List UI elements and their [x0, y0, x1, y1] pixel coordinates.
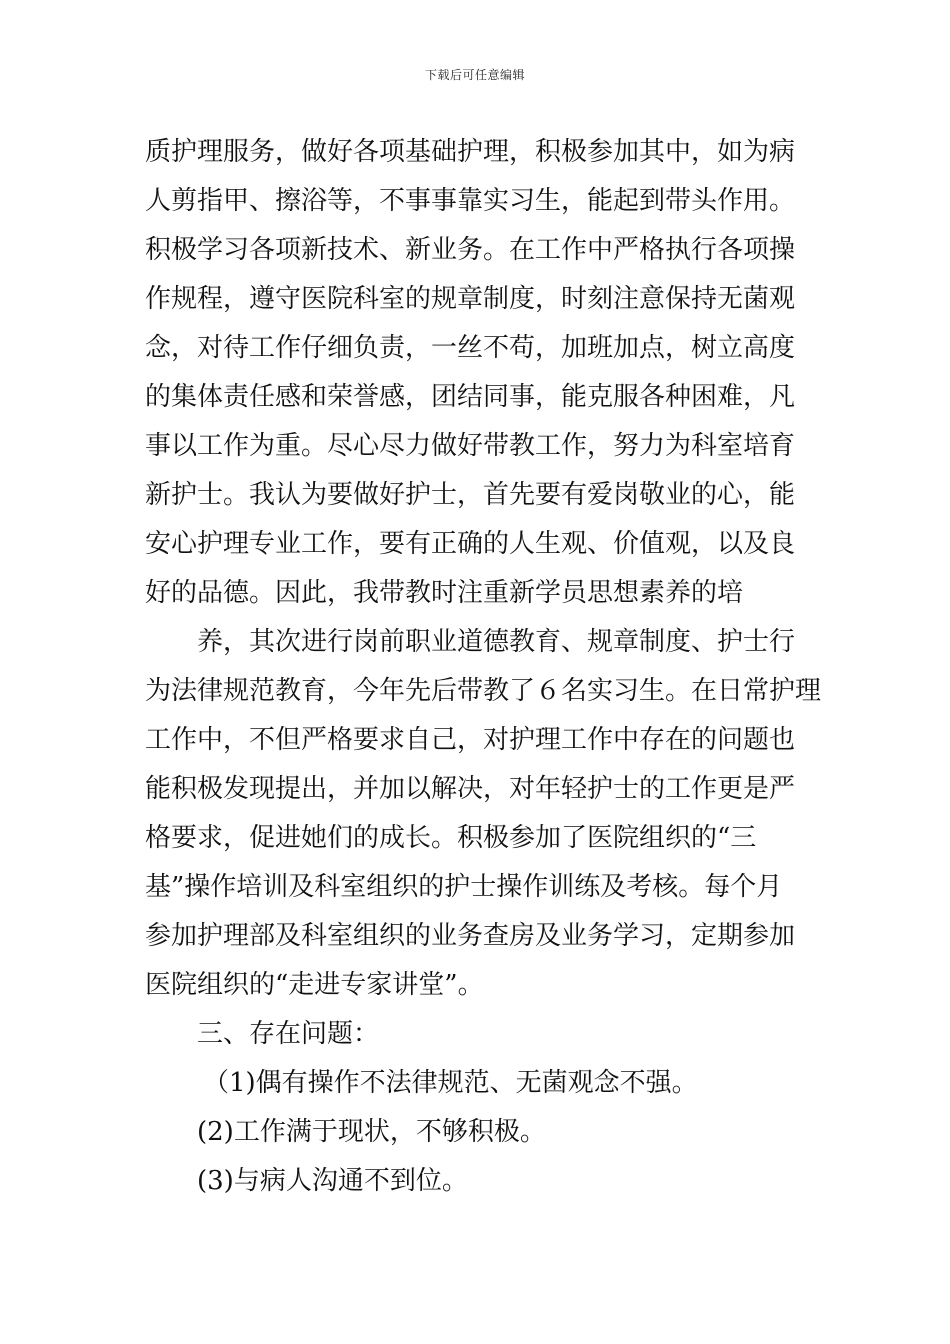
text-line: 工作中，不但严格要求自己，对护理工作中存在的问题也 [145, 725, 796, 755]
text-line: 基”操作培训及科室组织的护士操作训练及考核。每个月 [145, 872, 783, 902]
text-line: 为法律规范教育，今年先后带教了６名实习生。在日常护理 [145, 676, 822, 706]
text-line: 参加护理部及科室组织的业务查房及业务学习，定期参加 [145, 921, 796, 951]
text-line: 人剪指甲、擦浴等，不事事靠实习生，能起到带头作用。 [145, 186, 796, 216]
text-line: 质护理服务，做好各项基础护理，积极参加其中，如为病 [145, 137, 796, 167]
paragraph-1 [145, 128, 810, 618]
list-item: （1)偶有操作不法律规范、无菌观念不强。 [203, 1068, 698, 1098]
list-item: (2)工作满于现状，不够积极。 [197, 1117, 546, 1147]
text-line: 能积极发现提出，并加以解决，对年轻护士的工作更是严 [145, 774, 796, 804]
text-line: 养，其次进行岗前职业道德教育、规章制度、护士行 [197, 627, 796, 657]
text-line: 的集体责任感和荣誉感，团结同事，能克服各种困难，凡 [145, 382, 796, 412]
text-line: 格要求，促进她们的成长。积极参加了医院组织的“三 [145, 823, 757, 853]
text-line: 好的品德。因此，我带教时注重新学员思想素养的培 [145, 578, 744, 608]
text-line: 安心护理专业工作，要有正确的人生观、价值观，以及良 [145, 529, 796, 559]
text-line: 念，对待工作仔细负责，一丝不苟，加班加点，树立高度 [145, 333, 796, 363]
text-line: 积极学习各项新技术、新业务。在工作中严格执行各项操 [145, 235, 796, 265]
text-line: 新护士。我认为要做好护士，首先要有爱岗敬业的心，能 [145, 480, 796, 510]
document-body [145, 128, 822, 1206]
page-header: 下载后可任意编辑 [424, 68, 525, 82]
section-heading: 三、存在问题： [197, 1019, 380, 1049]
list-item: (3)与病人沟通不到位。 [197, 1166, 468, 1196]
paragraph-2 [145, 618, 822, 1010]
text-line: 作规程，遵守医院科室的规章制度，时刻注意保持无菌观 [145, 284, 796, 314]
text-line: 医院组织的“走进专家讲堂”。 [145, 970, 484, 1000]
text-line: 事以工作为重。尽心尽力做好带教工作，努力为科室培育 [145, 431, 796, 461]
section-problems [145, 1010, 810, 1206]
